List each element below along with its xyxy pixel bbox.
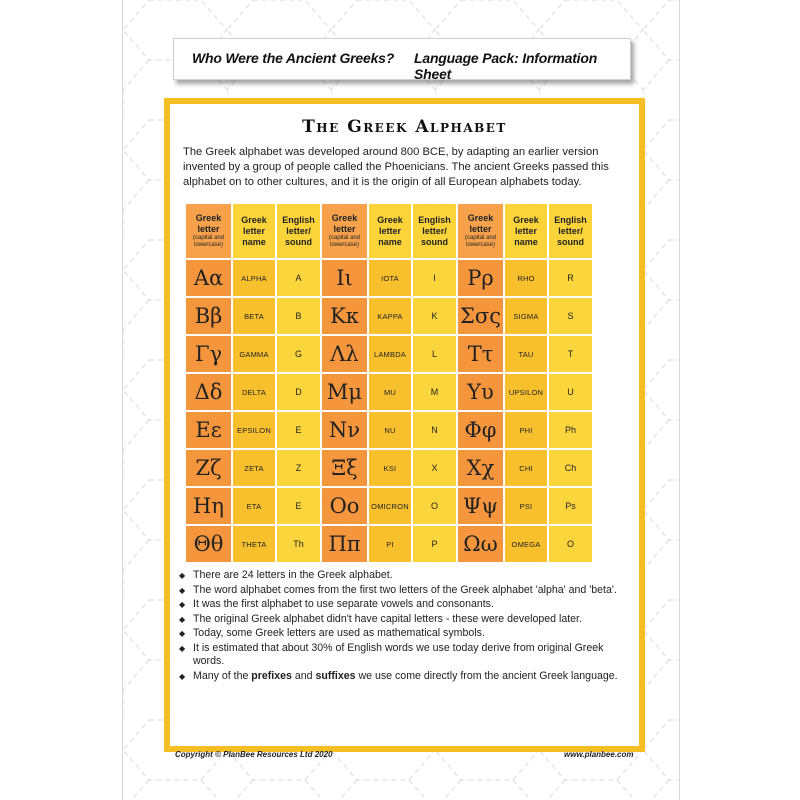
- table-row: [186, 488, 592, 524]
- greek-letter-cell: Νν: [322, 412, 367, 448]
- english-sound-cell: E: [277, 488, 320, 524]
- greek-letter-cell: Εε: [186, 412, 231, 448]
- table-body: [186, 260, 592, 562]
- diamond-bullet-icon: ◆: [179, 614, 186, 624]
- english-sound-cell: G: [277, 336, 320, 372]
- greek-letter-cell: Θθ: [186, 526, 231, 562]
- english-sound-cell: L: [413, 336, 456, 372]
- intro-paragraph: The Greek alphabet was developed around 800 BCE, by adapting an earlier version invented by a group of people called the Phoenicians. The ancient Greeks passed this alphabet on to other cultures, and it is the origin of all European alphabets today.: [183, 146, 609, 188]
- letter-name-cell: PSI: [505, 488, 547, 524]
- letter-name-cell: UPSILON: [505, 374, 547, 410]
- diamond-bullet-icon: ◆: [179, 600, 186, 609]
- greek-letter-cell: Δδ: [186, 374, 231, 410]
- english-sound-cell: B: [277, 298, 320, 334]
- diamond-bullet-icon: ◆: [179, 629, 186, 638]
- letter-name-cell: RHO: [505, 260, 547, 296]
- column-header: Greek letter (capital and lowercase): [322, 204, 367, 258]
- english-sound-cell: P: [413, 526, 456, 562]
- english-sound-cell: T: [549, 336, 592, 372]
- table-row: [186, 450, 592, 486]
- list-item: ◆ Many of the prefixes and suffixes we use come directly from the ancient Greek language.: [179, 669, 618, 682]
- diamond-bullet-icon: ◆: [179, 585, 186, 595]
- table-row: [186, 412, 592, 448]
- column-header: Greek letter (capital and lowercase): [186, 204, 231, 258]
- letter-name-cell: ETA: [233, 488, 275, 524]
- column-header: Greek letter name: [233, 204, 275, 258]
- english-sound-cell: D: [277, 374, 320, 410]
- column-header: English letter/ sound: [549, 204, 592, 258]
- greek-letter-cell: Μμ: [322, 374, 367, 410]
- english-sound-cell: O: [413, 488, 456, 524]
- english-sound-cell: M: [413, 374, 456, 410]
- greek-letter-cell: Ιι: [322, 260, 367, 296]
- website-link[interactable]: www.planbee.com: [564, 750, 634, 759]
- letter-name-cell: PHI: [505, 412, 547, 448]
- column-header: Greek letter name: [505, 204, 547, 258]
- diamond-bullet-icon: ◆: [179, 643, 186, 653]
- greek-alphabet-table: [184, 202, 594, 564]
- greek-letter-cell: Γγ: [186, 336, 231, 372]
- english-sound-cell: Th: [277, 526, 320, 562]
- diamond-bullet-icon: ◆: [179, 571, 186, 580]
- letter-name-cell: GAMMA: [233, 336, 275, 372]
- letter-name-cell: NU: [369, 412, 411, 448]
- greek-letter-cell: Σσς: [458, 298, 503, 334]
- greek-letter-cell: Οο: [322, 488, 367, 524]
- greek-letter-cell: Κκ: [322, 298, 367, 334]
- english-sound-cell: N: [413, 412, 456, 448]
- letter-name-cell: OMICRON: [369, 488, 411, 524]
- letter-name-cell: ALPHA: [233, 260, 275, 296]
- letter-name-cell: THETA: [233, 526, 275, 562]
- letter-name-cell: IOTA: [369, 260, 411, 296]
- greek-letter-cell: Φφ: [458, 412, 503, 448]
- worksheet-page: [122, 0, 680, 800]
- letter-name-cell: CHI: [505, 450, 547, 486]
- column-header: English letter/ sound: [413, 204, 456, 258]
- greek-letter-cell: Ζζ: [186, 450, 231, 486]
- list-item: ◆ Today, some Greek letters are used as mathematical symbols.: [179, 627, 485, 639]
- greek-letter-cell: Ππ: [322, 526, 367, 562]
- facts-list: [176, 569, 621, 684]
- header-topic-title: Who Were the Ancient Greeks?: [192, 50, 395, 66]
- letter-name-cell: BETA: [233, 298, 275, 334]
- letter-name-cell: LAMBDA: [369, 336, 411, 372]
- greek-letter-cell: Αα: [186, 260, 231, 296]
- letter-name-cell: OMEGA: [505, 526, 547, 562]
- table-header-row: [186, 204, 592, 258]
- letter-name-cell: KSI: [369, 450, 411, 486]
- english-sound-cell: A: [277, 260, 320, 296]
- letter-name-cell: PI: [369, 526, 411, 562]
- column-header: English letter/ sound: [277, 204, 320, 258]
- list-item: ◆ The word alphabet comes from the first two letters of the Greek alphabet 'alpha' and 'beta'.: [179, 583, 617, 596]
- greek-letter-cell: Λλ: [322, 336, 367, 372]
- content-frame: [164, 98, 645, 752]
- greek-letter-cell: Ββ: [186, 298, 231, 334]
- page-title: The Greek Alphabet: [302, 117, 507, 137]
- table-row: [186, 336, 592, 372]
- english-sound-cell: O: [549, 526, 592, 562]
- english-sound-cell: U: [549, 374, 592, 410]
- letter-name-cell: SIGMA: [505, 298, 547, 334]
- english-sound-cell: Ch: [549, 450, 592, 486]
- english-sound-cell: Z: [277, 450, 320, 486]
- column-header: Greek letter (capital and lowercase): [458, 204, 503, 258]
- greek-letter-cell: Ψψ: [458, 488, 503, 524]
- table-row: [186, 526, 592, 562]
- english-sound-cell: K: [413, 298, 456, 334]
- header-sheet-title: Language Pack: Information Sheet: [414, 50, 598, 82]
- column-header: Greek letter name: [369, 204, 411, 258]
- diamond-bullet-icon: ◆: [179, 671, 186, 681]
- english-sound-cell: S: [549, 298, 592, 334]
- greek-letter-cell: Ηη: [186, 488, 231, 524]
- list-item: ◆ There are 24 letters in the Greek alphabet.: [179, 569, 393, 581]
- greek-letter-cell: Ωω: [458, 526, 503, 562]
- english-sound-cell: E: [277, 412, 320, 448]
- greek-letter-cell: Ττ: [458, 336, 503, 372]
- greek-letter-cell: Ξξ: [322, 450, 367, 486]
- english-sound-cell: Ph: [549, 412, 592, 448]
- list-item: ◆ The original Greek alphabet didn't have capital letters - these were developed later.: [179, 612, 582, 625]
- page-header: [173, 38, 631, 80]
- letter-name-cell: EPSILON: [233, 412, 275, 448]
- letter-name-cell: KAPPA: [369, 298, 411, 334]
- letter-name-cell: ZETA: [233, 450, 275, 486]
- greek-letter-cell: Χχ: [458, 450, 503, 486]
- english-sound-cell: I: [413, 260, 456, 296]
- table-row: [186, 374, 592, 410]
- greek-letter-cell: Ρρ: [458, 260, 503, 296]
- list-item: ◆ It was the first alphabet to use separate vowels and consonants.: [179, 598, 494, 610]
- letter-name-cell: DELTA: [233, 374, 275, 410]
- english-sound-cell: Ps: [549, 488, 592, 524]
- table-row: [186, 298, 592, 334]
- list-item: ◆ It is estimated that about 30% of English words we use today derive from original Greek words.: [179, 641, 604, 667]
- copyright-notice: Copyright © PlanBee Resources Ltd 2020: [175, 750, 333, 759]
- greek-letter-cell: Υυ: [458, 374, 503, 410]
- english-sound-cell: R: [549, 260, 592, 296]
- letter-name-cell: MU: [369, 374, 411, 410]
- letter-name-cell: TAU: [505, 336, 547, 372]
- english-sound-cell: X: [413, 450, 456, 486]
- table-row: [186, 260, 592, 296]
